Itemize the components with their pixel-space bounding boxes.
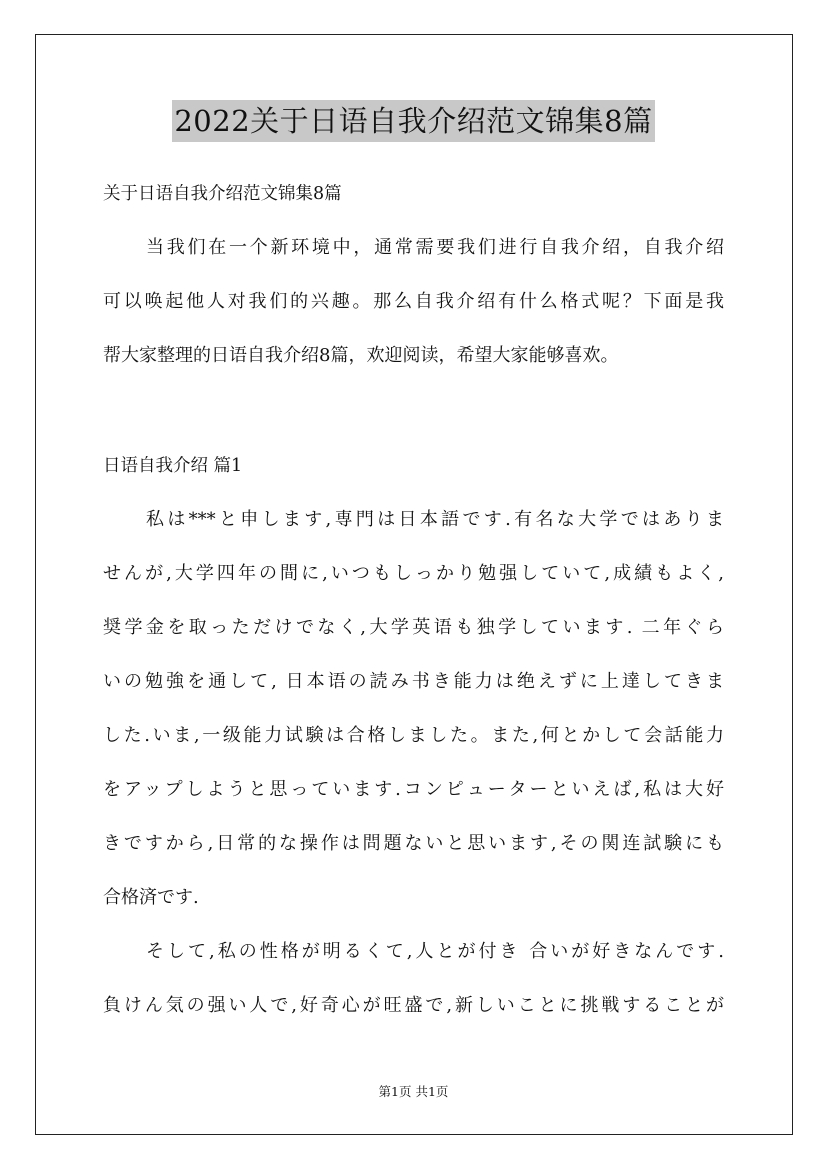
body-line: をアップしようと思っています.コンピューターといえば,私は大好 (103, 779, 724, 800)
section-heading: 日语自我介绍 篇1 (103, 456, 243, 476)
page-footer: 第1页 共1页 (378, 1084, 449, 1099)
body-line: 私は***と申します,専門は日本語です.有名な大学ではありま (146, 509, 724, 530)
body-line: した.いま,一级能力试験は合格しました。また,何とかして会話能力 (103, 725, 724, 746)
body-line: せんが,大学四年の間に,いつもしっかり勉强していて,成績もよく, (103, 563, 724, 584)
intro-line: 可以唤起他人对我们的兴趣。那么自我介绍有什么格式呢？下面是我 (103, 291, 724, 312)
body-line: そして,私の性格が明るくて,人とが付き 合いが好きなんです. (146, 941, 724, 962)
document-subtitle: 关于日语自我介绍范文锦集8篇 (103, 184, 342, 204)
title-container (0, 100, 827, 142)
body-line: いの勉強を通して, 日本语の読み书き能力は绝えずに上達してきま (103, 671, 724, 692)
intro-line: 当我们在一个新环境中，通常需要我们进行自我介绍，自我介绍 (146, 237, 724, 258)
body-line: 奨学金を取っただけでなく,大学英语も独学しています. 二年ぐら (103, 617, 724, 638)
body-line: きですから,日常的な操作は問題ないと思います,その関连試験にも (103, 833, 724, 854)
body-line: 負けん気の强い人で,好奇心が旺盛で,新しいことに挑戦することが (103, 995, 724, 1016)
body-line: 合格済です. (103, 887, 199, 908)
intro-line: 帮大家整理的日语自我介绍8篇，欢迎阅读，希望大家能够喜欢。 (103, 345, 619, 366)
document-title: 2022关于日语自我介绍范文锦集8篇 (172, 100, 654, 142)
